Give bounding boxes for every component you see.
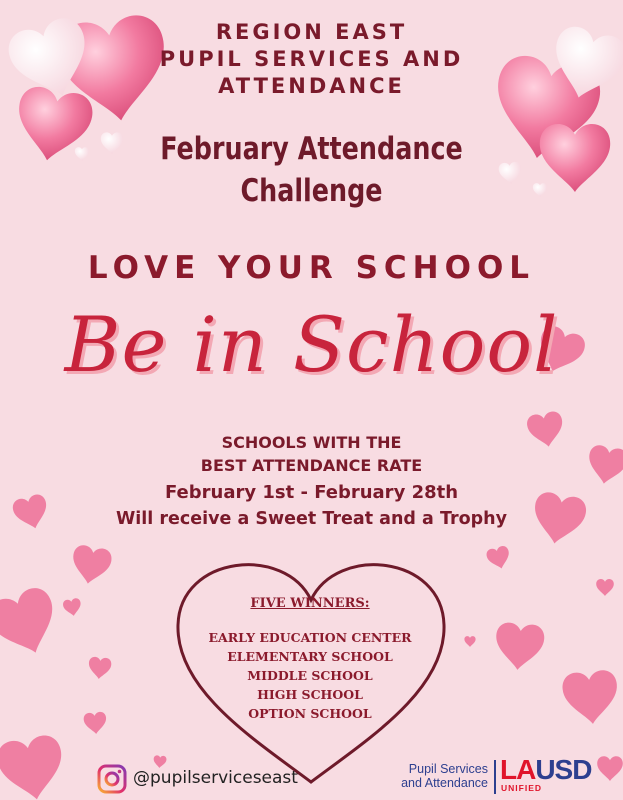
logo-usd: USD (535, 754, 592, 785)
details-line-4: Will receive a Sweet Treat and a Trophy (116, 509, 507, 529)
org-line-1: Pupil Services (408, 762, 488, 776)
org-line-2: and Attendance (401, 776, 488, 790)
org-name (388, 762, 488, 790)
winner-item: HIGH SCHOOL (257, 687, 363, 702)
winners-heading: FIVE WINNERS: (250, 596, 370, 611)
header-line-2: PUPIL SERVICES AND (159, 47, 464, 71)
header-line-1: REGION EAST (215, 20, 408, 44)
winner-item: EARLY EDUCATION CENTER (208, 630, 412, 645)
title-line-1: February Attendance (160, 131, 463, 167)
logo-la: LA (500, 754, 536, 785)
details-line-3: February 1st - February 28th (164, 482, 459, 503)
social-handle[interactable]: @pupilserviceseast (133, 768, 298, 788)
tagline: LOVE YOUR SCHOOL (87, 250, 536, 286)
details-line-2: BEST ATTENDANCE RATE (200, 456, 423, 475)
details-line-1: SCHOOLS WITH THE (221, 433, 402, 452)
title-line-2: Challenge (240, 173, 383, 209)
logo-unified: UNIFIED (501, 783, 542, 793)
footer-divider (494, 760, 496, 794)
winner-item: OPTION SCHOOL (248, 706, 372, 721)
script-headline: Be in School (64, 300, 559, 389)
winner-item: MIDDLE SCHOOL (247, 668, 373, 683)
lausd-logo (500, 754, 591, 786)
instagram-icon[interactable] (97, 764, 127, 794)
header-line-3: ATTENDANCE (218, 74, 405, 98)
winner-item: ELEMENTARY SCHOOL (227, 649, 393, 664)
